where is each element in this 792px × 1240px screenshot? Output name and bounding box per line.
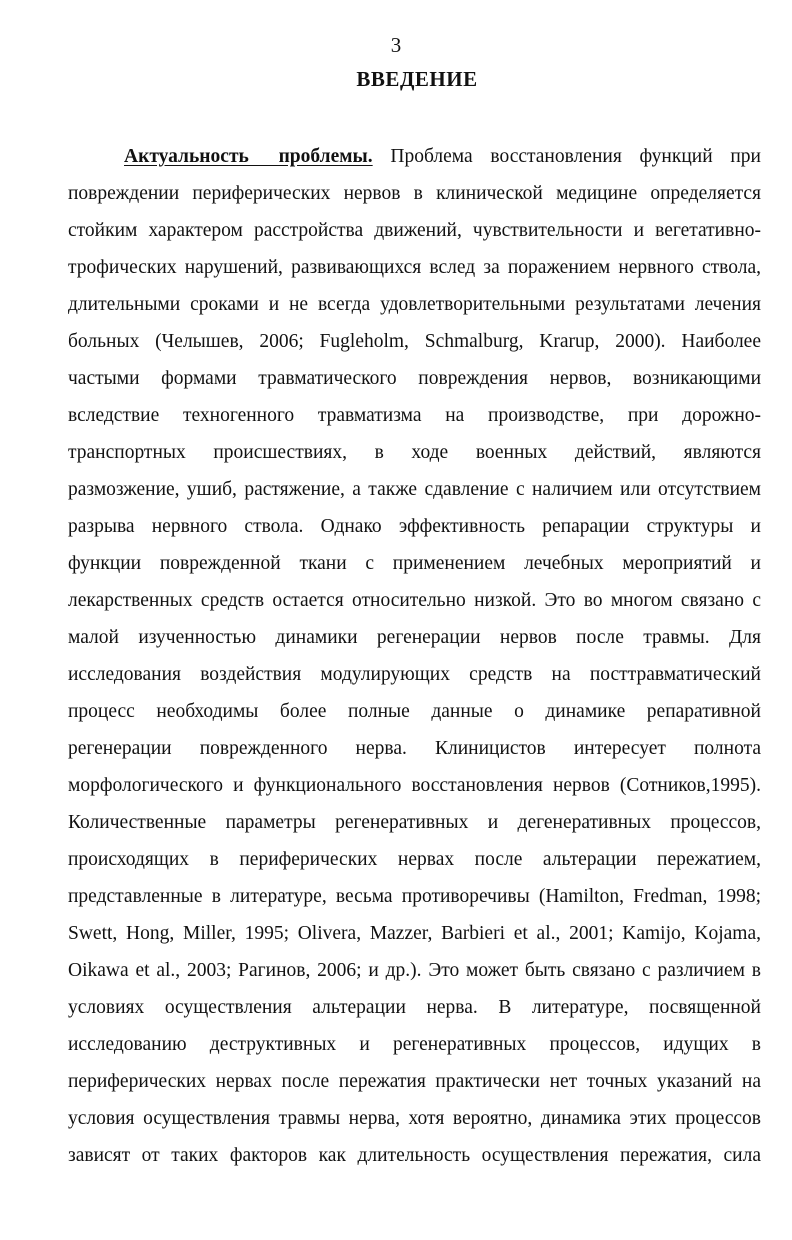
paragraph-lead: Актуальность проблемы. <box>124 146 373 167</box>
page-number: 3 <box>390 33 402 57</box>
text-line: транспортных происшествиях, в ходе военных действий, являются <box>68 442 761 463</box>
text-line: частыми формами травматического повреждения нервов, возникающими <box>68 368 761 389</box>
text-line: функции поврежденной ткани с применением лечебных мероприятий и <box>68 553 761 574</box>
text-line: зависят от таких факторов как длительность осуществления пережатия, сила <box>68 1145 761 1166</box>
text-line: исследованию деструктивных и регенеративных процессов, идущих в <box>68 1034 761 1055</box>
text-line: регенерации поврежденного нерва. Клиницистов интересует полнота <box>68 738 761 759</box>
text-line: происходящих в периферических нервах после альтерации пережатием, <box>68 849 761 870</box>
text-line: представленные в литературе, весьма противоречивы (Hamilton, Fredman, 1998; <box>68 886 761 907</box>
text-line: вследствие техногенного травматизма на производстве, при дорожно- <box>68 405 761 426</box>
text-line: длительными сроками и не всегда удовлетворительными результатами лечения <box>68 294 761 315</box>
text-line: условиях осуществления альтерации нерва. В литературе, посвященной <box>68 997 761 1018</box>
text-line: исследования воздействия модулирующих средств на посттравматический <box>68 664 761 685</box>
text-line: размозжение, ушиб, растяжение, а также сдавление с наличием или отсутствием <box>68 479 761 500</box>
first-line-rest: Проблема восстановления функций при <box>390 146 761 167</box>
text-line-1 <box>68 138 761 175</box>
text-line: повреждении периферических нервов в клинической медицине определяется <box>68 183 761 204</box>
text-line: морфологического и функционального восстановления нервов (Сотников,1995). <box>68 775 761 796</box>
text-line: процесс необходимы более полные данные о динамике репаративной <box>68 701 761 722</box>
text-line: разрыва нервного ствола. Однако эффективность репарации структуры и <box>68 516 761 537</box>
section-title: ВВЕДЕНИЕ <box>356 67 478 91</box>
text-line: больных (Челышев, 2006; Fugleholm, Schmalburg, Krarup, 2000). Наиболее <box>68 331 761 352</box>
text-line: Swett, Hong, Miller, 1995; Olivera, Mazzer, Barbieri et al., 2001; Kamijo, Kojama, <box>68 923 761 944</box>
text-line: малой изученностью динамики регенерации нервов после травмы. Для <box>68 627 761 648</box>
text-line: периферических нервах после пережатия практически нет точных указаний на <box>68 1071 761 1092</box>
text-line: условия осуществления травмы нерва, хотя вероятно, динамика этих процессов <box>68 1108 761 1129</box>
body-paragraph <box>68 138 761 1174</box>
text-line: Количественные параметры регенеративных и дегенеративных процессов, <box>68 812 761 833</box>
text-line: лекарственных средств остается относительно низкой. Это во многом связано с <box>68 590 761 611</box>
text-line: Oikawa et al., 2003; Рагинов, 2006; и др.). Это может быть связано с различием в <box>68 960 761 981</box>
text-line: трофических нарушений, развивающихся вслед за поражением нервного ствола, <box>68 257 761 278</box>
text-line: стойким характером расстройства движений, чувствительности и вегетативно- <box>68 220 761 241</box>
